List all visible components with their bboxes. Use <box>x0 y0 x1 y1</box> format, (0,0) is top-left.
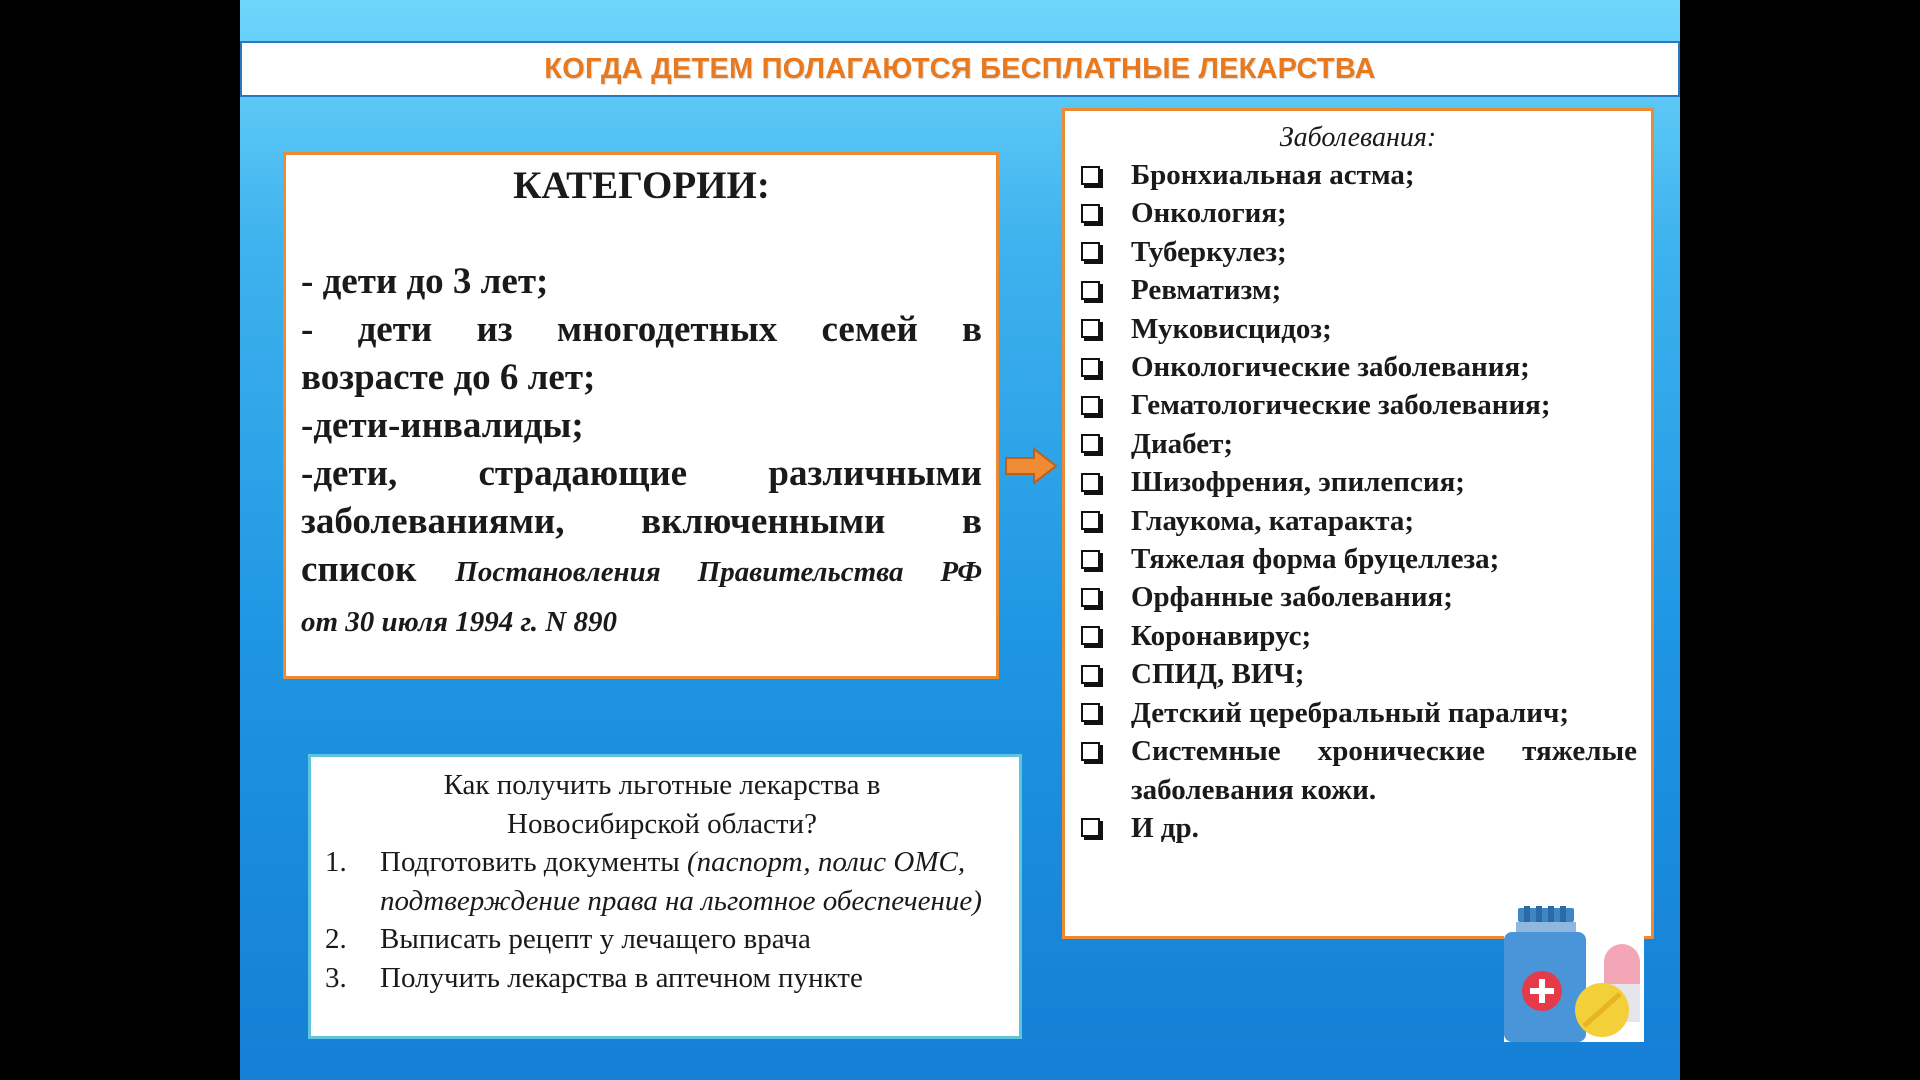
step-label: Подготовить документы <box>380 846 688 878</box>
checkbox-icon-wrapper <box>1079 310 1131 348</box>
disease-label: Орфанные заболевания; <box>1131 581 1453 614</box>
decree-reference: Постановления Правительства РФ <box>455 556 983 588</box>
category-line: - дети из многодетных семей в <box>301 309 982 350</box>
disease-label: Ревматизм; <box>1131 274 1282 307</box>
checkbox-icon <box>1081 550 1100 569</box>
disease-item <box>1079 310 1637 348</box>
step-number: 2. <box>325 923 347 955</box>
checkbox-icon <box>1081 396 1100 415</box>
disease-label: Онкология; <box>1131 197 1287 230</box>
checkbox-icon-wrapper <box>1079 502 1131 540</box>
decree-date: от 30 июля 1994 г. N 890 <box>301 606 617 638</box>
checkbox-icon-wrapper <box>1079 463 1131 501</box>
step-text <box>380 843 999 920</box>
disease-item <box>1079 233 1637 271</box>
howto-step <box>325 843 999 920</box>
disease-item <box>1079 694 1637 732</box>
disease-item <box>1079 386 1637 424</box>
disease-item <box>1079 809 1637 847</box>
checkbox-icon-wrapper <box>1079 156 1131 194</box>
disease-item <box>1079 425 1637 463</box>
category-line: -дети-инвалиды; <box>301 405 584 446</box>
disease-item <box>1079 578 1637 616</box>
disease-label: Детский церебральный паралич; <box>1131 696 1569 729</box>
title-bar <box>240 41 1680 97</box>
disease-item <box>1079 194 1637 232</box>
checkbox-icon <box>1081 588 1100 607</box>
howto-box <box>308 754 1022 1039</box>
disease-label: Шизофрения, эпилепсия; <box>1131 466 1465 499</box>
disease-item <box>1079 156 1637 194</box>
howto-title-line: Как получить льготные лекарства в <box>443 769 881 801</box>
checkbox-icon <box>1081 281 1100 300</box>
checkbox-icon-wrapper <box>1079 617 1131 655</box>
disease-label: Туберкулез; <box>1131 235 1287 268</box>
category-line: -дети, страдающие различными <box>301 453 982 494</box>
step-label: Получить лекарства в аптечном пункте <box>380 961 863 994</box>
checkbox-icon-wrapper <box>1079 348 1131 386</box>
checkbox-icon <box>1081 204 1100 223</box>
category-line <box>301 546 982 596</box>
step-note: (паспорт, полис ОМС, подтверждение права на льготное обеспечение) <box>380 846 982 917</box>
checkbox-icon-wrapper <box>1079 578 1131 616</box>
checkbox-icon-wrapper <box>1079 194 1131 232</box>
disease-label: Тяжелая форма бруцеллеза; <box>1131 543 1500 576</box>
disease-item <box>1079 502 1637 540</box>
disease-label: Глаукома, катаракта; <box>1131 504 1415 537</box>
checkbox-icon <box>1081 358 1100 377</box>
checkbox-icon <box>1081 665 1100 684</box>
checkbox-icon-wrapper <box>1079 655 1131 693</box>
howto-steps <box>325 843 999 997</box>
category-line: - дети до 3 лет; <box>301 261 549 302</box>
diseases-list <box>1079 156 1637 847</box>
checkbox-icon <box>1081 434 1100 453</box>
step-label: Выписать рецепт у лечащего врача <box>380 923 811 955</box>
checkbox-icon-wrapper <box>1079 425 1131 463</box>
diseases-heading: Заболевания: <box>1279 122 1437 153</box>
checkbox-icon <box>1081 703 1100 722</box>
disease-label: Бронхиальная астма; <box>1131 159 1415 191</box>
howto-step <box>325 920 999 959</box>
disease-label: Онкологические заболевания; <box>1131 351 1530 384</box>
arrow-right-icon <box>1004 447 1058 485</box>
disease-label: Гематологические заболевания; <box>1131 389 1551 422</box>
medicine-icon <box>1504 906 1644 1042</box>
disease-item <box>1079 617 1637 655</box>
categories-heading: КАТЕГОРИИ: <box>513 164 770 207</box>
disease-item <box>1079 348 1637 386</box>
howto-title-line: Новосибирской области? <box>507 807 817 840</box>
checkbox-icon <box>1081 626 1100 645</box>
categories-box <box>283 152 999 679</box>
checkbox-icon <box>1081 242 1100 261</box>
disease-item <box>1079 540 1637 578</box>
disease-label: Муковисцидоз; <box>1131 312 1332 345</box>
disease-item <box>1079 463 1637 501</box>
checkbox-icon-wrapper <box>1079 694 1131 732</box>
checkbox-icon-wrapper <box>1079 271 1131 309</box>
checkbox-icon <box>1081 511 1100 530</box>
category-list-word: список <box>301 549 417 590</box>
diseases-box <box>1062 108 1654 939</box>
checkbox-icon-wrapper <box>1079 233 1131 271</box>
slide <box>240 0 1680 1080</box>
disease-item <box>1079 271 1637 309</box>
disease-label: И др. <box>1131 811 1199 844</box>
checkbox-icon-wrapper <box>1079 386 1131 424</box>
checkbox-icon <box>1081 166 1100 185</box>
checkbox-icon-wrapper <box>1079 540 1131 578</box>
checkbox-icon-wrapper <box>1079 809 1131 847</box>
category-line: заболеваниями, включенными в <box>301 501 982 542</box>
checkbox-icon <box>1081 473 1100 492</box>
step-number: 3. <box>325 961 347 994</box>
checkbox-icon <box>1081 742 1100 761</box>
disease-label: Диабет; <box>1131 427 1234 460</box>
disease-item <box>1079 732 1637 809</box>
category-line: возрасте до 6 лет; <box>301 357 596 398</box>
checkbox-icon <box>1081 319 1100 338</box>
disease-label: Коронавирус; <box>1131 619 1312 652</box>
checkbox-icon-wrapper <box>1079 732 1131 770</box>
howto-step <box>325 959 999 998</box>
disease-label: СПИД, ВИЧ; <box>1131 658 1305 691</box>
disease-item <box>1079 655 1637 693</box>
step-number: 1. <box>325 846 347 878</box>
disease-label: Системные хронические тяжелые заболевания кожи. <box>1131 735 1637 806</box>
page-title: КОГДА ДЕТЕМ ПОЛАГАЮТСЯ БЕСПЛАТНЫЕ ЛЕКАРСТВА <box>544 52 1376 85</box>
checkbox-icon <box>1081 818 1100 837</box>
category-line <box>301 596 982 646</box>
